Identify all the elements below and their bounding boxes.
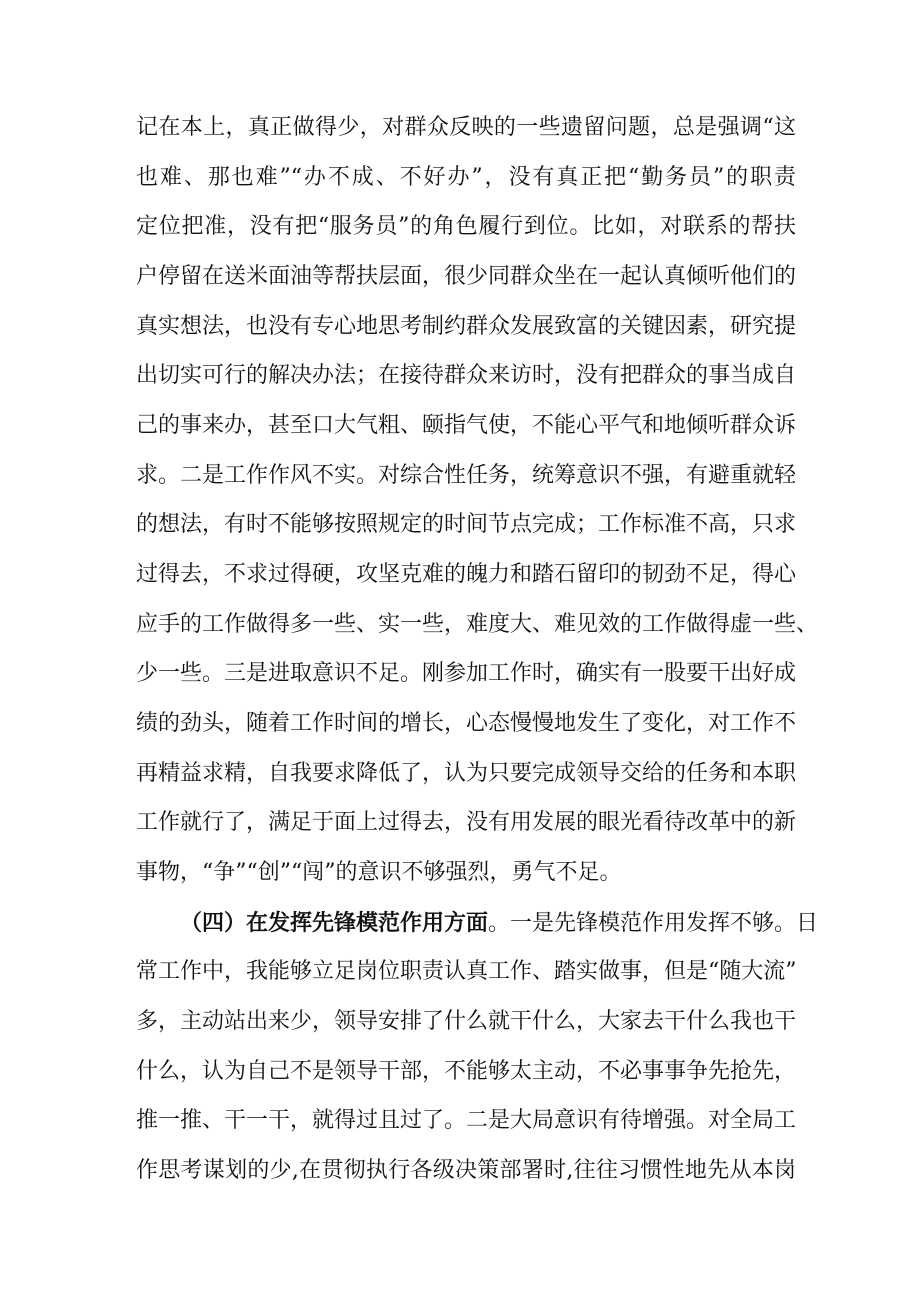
paragraph-1-line-9: 的想法，有时不能够按照规定的时间节点完成；工作标准不高，只求 [136,512,797,537]
paragraph-1-line-14: 再精益求精，自我要求降低了，认为只要完成领导交给的任务和本职 [136,761,797,786]
paragraph-1-line-12: 少一些。三是进取意识不足。刚参加工作时，确实有一股要干出好成 [136,661,797,686]
paragraph-2-line-2: 常工作中，我能够立足岗位职责认真工作、踏实做事，但是“随大流” [136,959,797,984]
paragraph-1-line-7: 己的事来办，甚至口大气粗、颐指气使，不能心平气和地倾听群众诉 [136,413,797,438]
paragraph-1-line-2: 也难、那也难”“办不成、不好办”，没有真正把“勤务员”的职责 [136,165,796,190]
section-heading: （四）在发挥先锋模范作用方面 [180,910,489,936]
paragraph-2-line-1 [180,901,819,945]
paragraph-1-line-4: 户停留在送米面油等帮扶层面，很少同群众坐在一起认真倾听他们的 [136,264,797,289]
paragraph-2-line-1-rest: 。一是先锋模范作用发挥不够。日 [488,911,819,936]
paragraph-2-line-6: 作思考谋划的少,在贯彻执行各级决策部署时,往往习惯性地先从本岗 [136,1158,796,1183]
paragraph-1-line-10: 过得去，不求过得硬，攻坚克难的魄力和踏石留印的韧劲不足，得心 [136,562,797,587]
paragraph-1-line-8: 求。二是工作作风不实。对综合性任务，统筹意识不强，有避重就轻 [136,463,797,488]
paragraph-2-line-4: 什么，认为自己不是领导干部，不能够太主动，不必事事争先抢先， [136,1059,797,1084]
paragraph-1-line-5: 真实想法，也没有专心地思考制约群众发展致富的关键因素，研究提 [136,314,797,339]
paragraph-1-line-15: 工作就行了，满足于面上过得去，没有用发展的眼光看待改革中的新 [136,810,797,835]
paragraph-1-line-11: 应手的工作做得多一些、实一些，难度大、难见效的工作做得虚一些、 [136,612,819,637]
paragraph-1-line-13: 绩的劲头，随着工作时间的增长，心态慢慢地发生了变化，对工作不 [136,711,797,736]
paragraph-2-line-5: 推一推、干一干，就得过且过了。二是大局意识有待增强。对全局工 [136,1108,797,1133]
paragraph-1-line-3: 定位把准，没有把“服务员”的角色履行到位。比如，对联系的帮扶 [136,214,796,239]
paragraph-1-line-6: 出切实可行的解决办法；在接待群众来访时，没有把群众的事当成自 [136,363,797,388]
paragraph-1-line-1: 记在本上，真正做得少，对群众反映的一些遗留问题，总是强调“这 [136,115,796,140]
paragraph-1-line-16: 事物，“争”“创”“闯”的意识不够强烈，勇气不足。 [136,860,622,885]
paragraph-2-line-3: 多，主动站出来少，领导安排了什么就干什么，大家去干什么我也干 [136,1009,797,1034]
